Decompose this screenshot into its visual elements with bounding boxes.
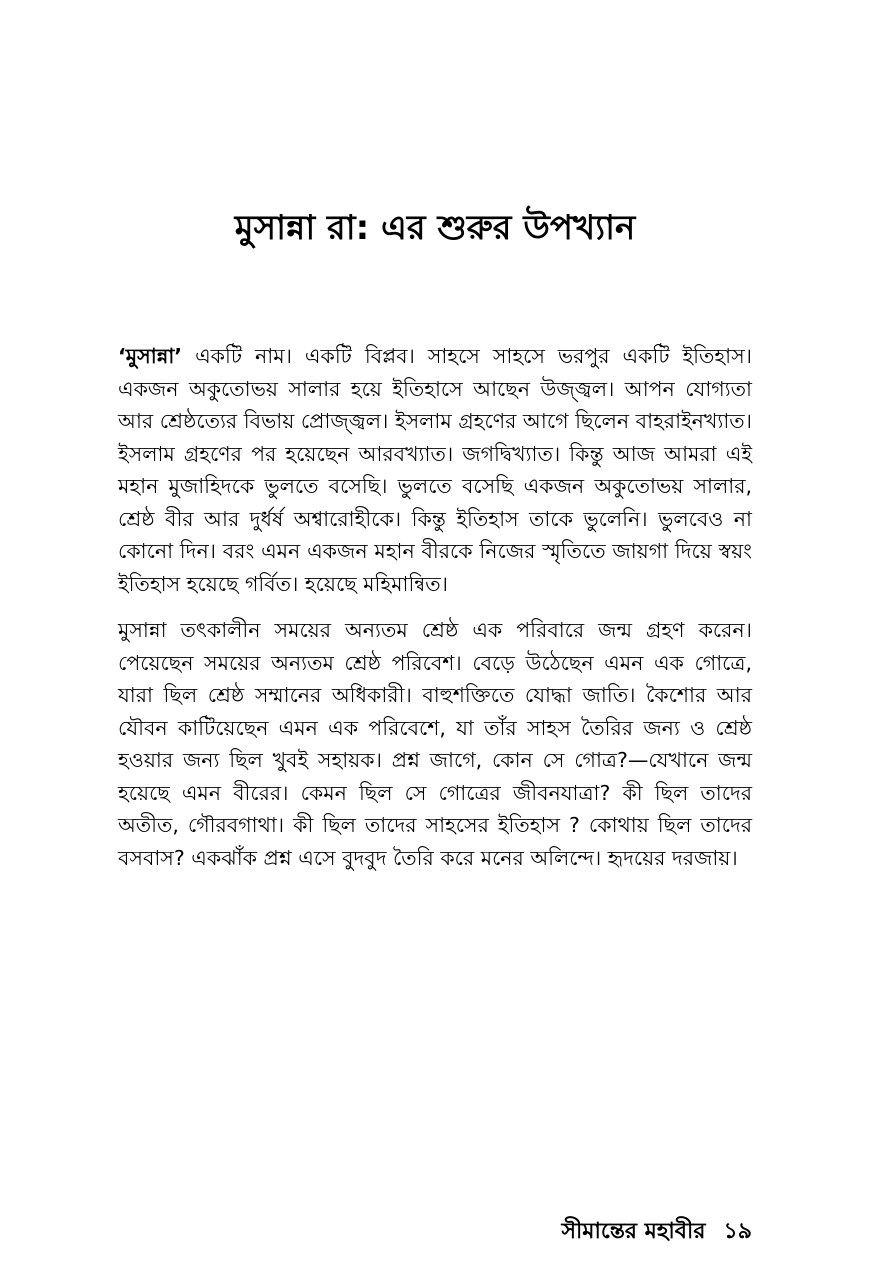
paragraph-lead-word: ‘মুসান্না’ — [118, 344, 183, 368]
paragraph-2 — [118, 614, 752, 874]
page-footer — [561, 1212, 752, 1252]
paragraph-text: একটি নাম। একটি বিপ্লব। সাহসে সাহসে ভরপুর একটি ইতিহাস। একজন অকুতোভয় সালার হয়ে ইতিহাসে আছেন উজ্জ্বল। আপন যোগ্যতা আর শ্রেষ্ঠত্যের বিভায় প্রোজ্জ্বল। ইসলাম গ্রহণের আগে ছিলেন বাহরাইনখ্যাত। ইসলাম গ্রহণের পর হয়েছেন আরবখ্যাত। জগদ্বিখ্যাত। কিন্তু আজ আমরা এই মহান মুজাহিদকে ভুলতে বসেছি। ভুলতে বসেছি একজন অকুতোভয় সালার, শ্রেষ্ঠ বীর আর দুর্ধর্ষ অশ্বারোহীকে। কিন্তু ইতিহাস তাকে ভুলেনি। ভুলবেও না কোনো দিন। বরং এমন একজন মহান বীরকে নিজের স্মৃতিতে জায়গা দিয়ে স্বয়ং ইতিহাস হয়েছে গর্বিত। হয়েছে মহিমান্বিত। — [118, 344, 752, 596]
chapter-title: মুসান্না রা: এর শুরুর উপখ্যান — [234, 208, 636, 248]
chapter-body — [118, 340, 752, 888]
paragraph-text: মুসান্না তৎকালীন সময়ের অন্যতম শ্রেষ্ঠ এক পরিবারে জন্ম গ্রহণ করেন। পেয়েছেন সময়ের অন্যতম শ্রেষ্ঠ পরিবেশ। বেড়ে উঠেছেন এমন এক গোত্রে, যারা ছিল শ্রেষ্ঠ সম্মানের অধিকারী। বাহুশক্তিতে যোদ্ধা জাতি। কৈশোর আর যৌবন কাটিয়েছেন এমন এক পরিবেশে, যা তাঁর সাহস তৈরির জন্য ও শ্রেষ্ঠ হওয়ার জন্য ছিল খুবই সহায়ক। প্রশ্ন জাগে, কোন সে গোত্র?—যেখানে জন্ম হয়েছে এমন বীরের। কেমন ছিল সে গোত্রের জীবনযাত্রা? কী ছিল তাদের অতীত, গৌরবগাথা। কী ছিল তাদের সাহসের ইতিহাস ? কোথায় ছিল তাদের বসবাস? একঝাঁক প্রশ্ন এসে বুদবুদ তৈরি করে মনের অলিন্দে। হৃদয়ের দরজায়। — [118, 618, 752, 870]
running-book-title: সীমান্তের মহাবীর — [561, 1219, 706, 1244]
page-number: ১৯ — [723, 1219, 752, 1244]
paragraph-1 — [118, 340, 752, 600]
